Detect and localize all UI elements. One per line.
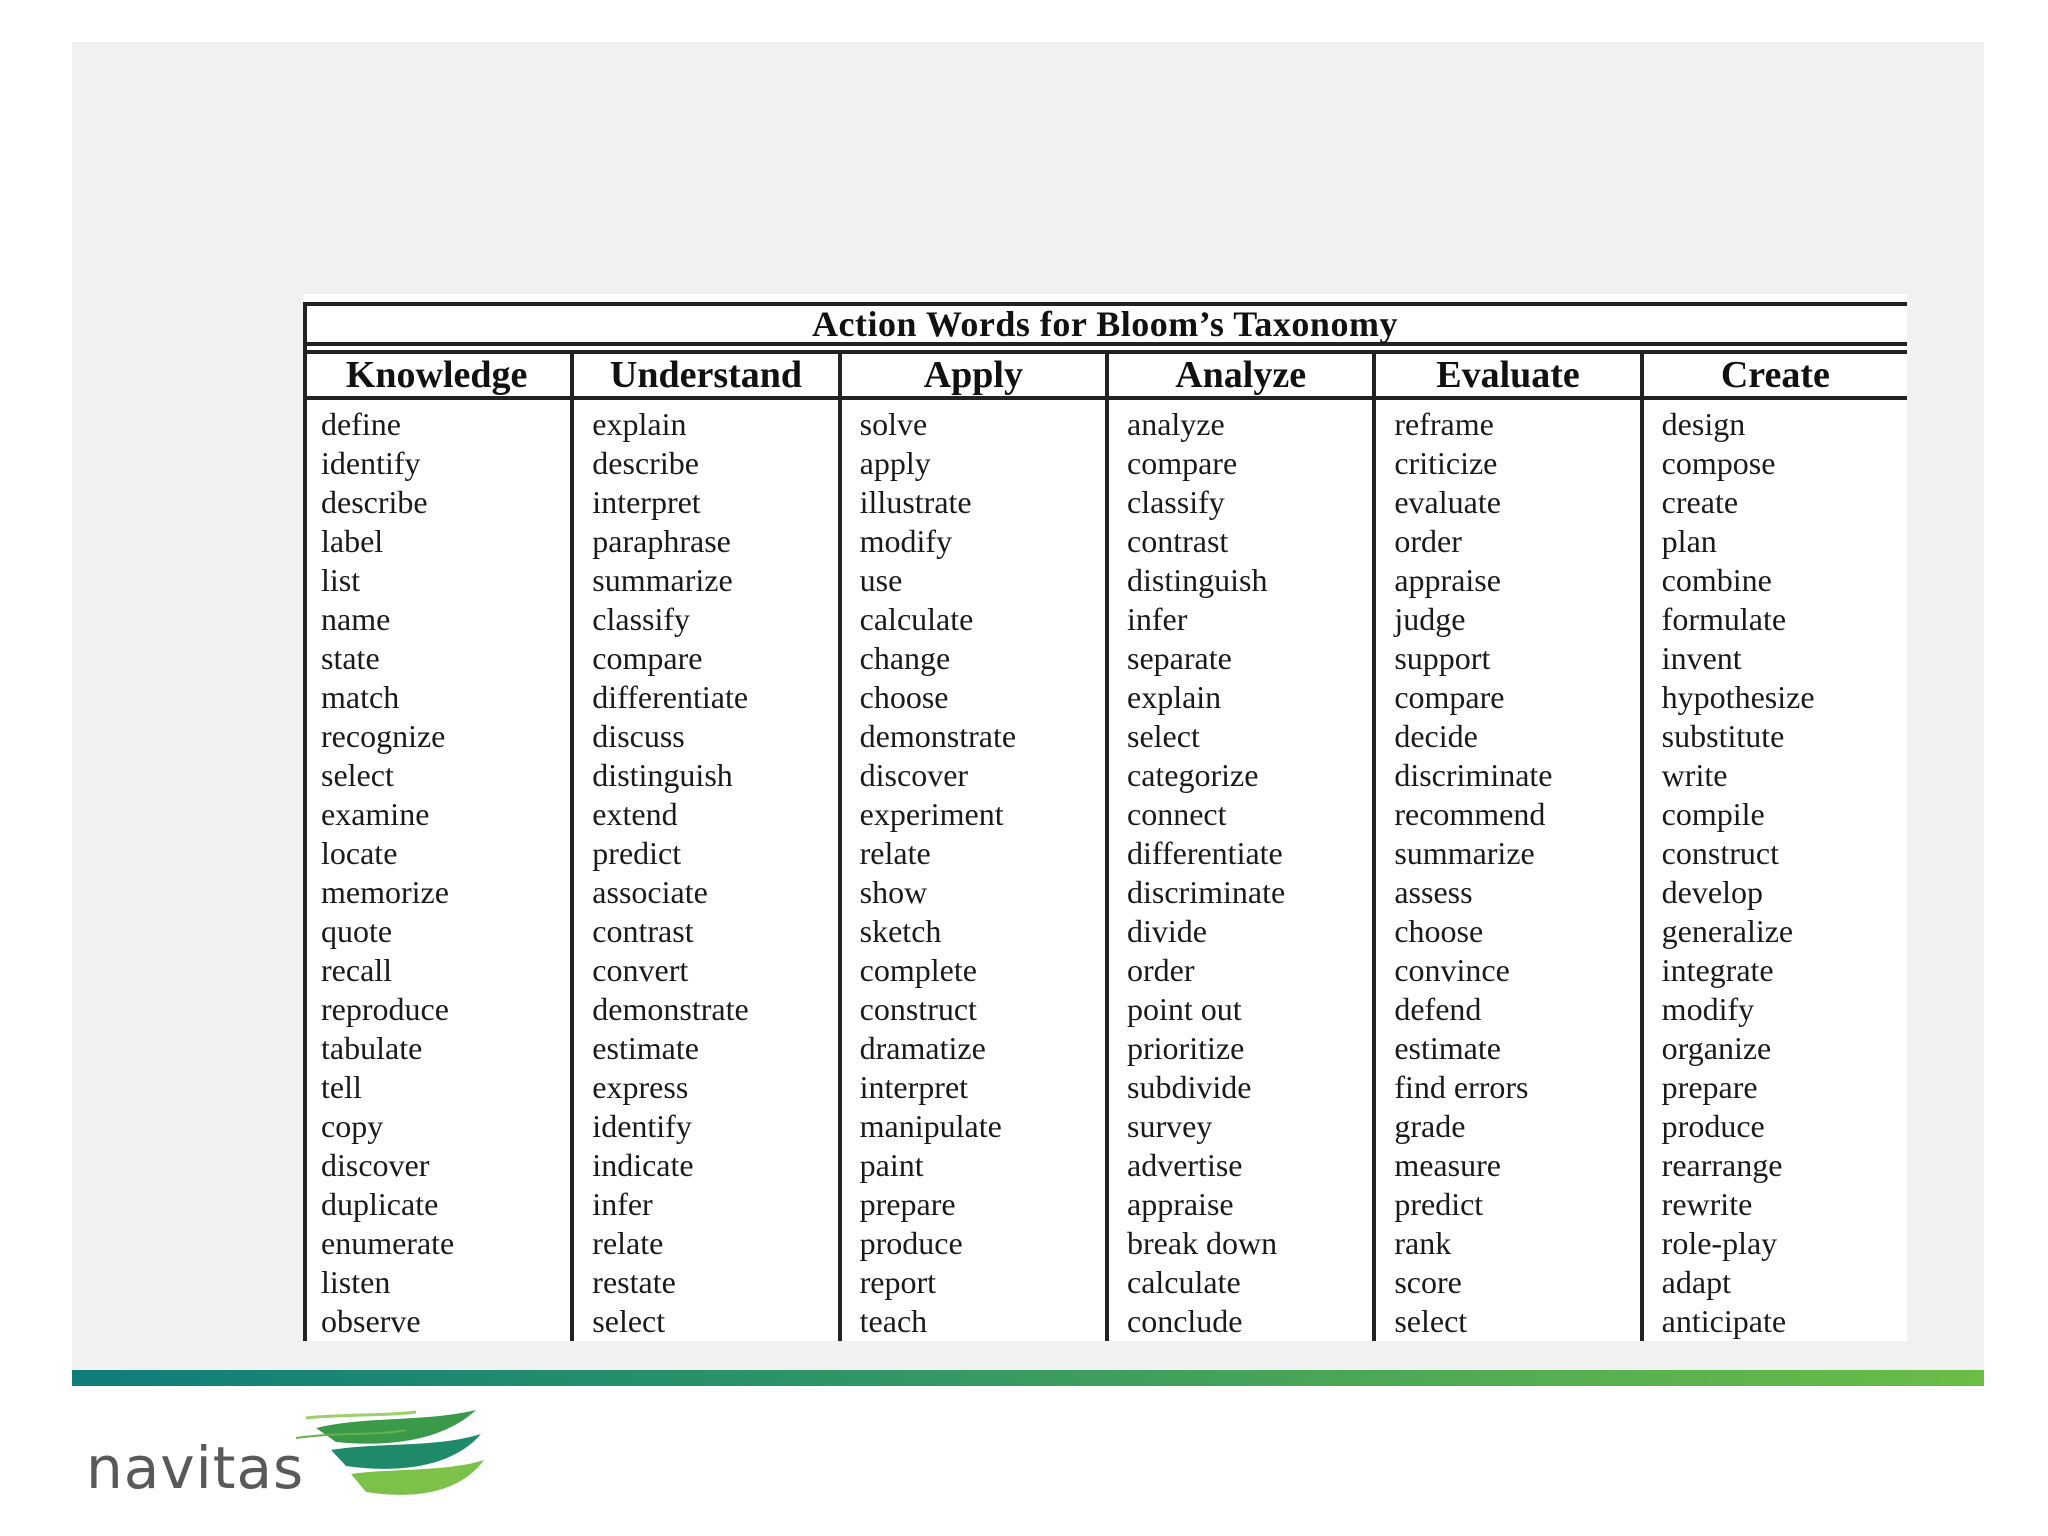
action-word: explain <box>1126 679 1222 715</box>
action-word: compare <box>592 640 703 676</box>
action-word: discriminate <box>1126 874 1286 910</box>
action-word: summarize <box>1394 835 1535 871</box>
table-title-text: Action Words for Bloom’s Taxonomy <box>812 304 1398 344</box>
action-word: extend <box>592 796 678 832</box>
action-word: grade <box>1394 1108 1466 1144</box>
action-word: organize <box>1661 1030 1772 1066</box>
action-word: listen <box>321 1264 391 1300</box>
action-word: dramatize <box>859 1030 986 1066</box>
action-word: define <box>321 406 401 442</box>
action-word: compose <box>1661 445 1776 481</box>
action-word: integrate <box>1661 952 1774 988</box>
action-word: predict <box>592 835 682 871</box>
action-word: contrast <box>1126 523 1229 559</box>
action-word: break down <box>1126 1225 1278 1261</box>
action-word: copy <box>321 1108 384 1144</box>
action-word: classify <box>592 601 691 637</box>
action-word: match <box>321 679 400 715</box>
action-word: design <box>1661 406 1746 442</box>
action-word: plan <box>1661 523 1717 559</box>
action-word: connect <box>1126 796 1227 832</box>
word-list <box>1644 400 1907 1341</box>
action-word: rewrite <box>1661 1186 1753 1222</box>
action-word: prepare <box>859 1186 956 1222</box>
column-analyze <box>1105 350 1372 1341</box>
action-word: discover <box>321 1147 430 1183</box>
action-word: state <box>321 640 380 676</box>
action-word: predict <box>1394 1186 1484 1222</box>
action-word: infer <box>1126 601 1188 637</box>
action-word: label <box>321 523 384 559</box>
action-word: support <box>1394 640 1491 676</box>
action-word: assess <box>1394 874 1473 910</box>
column-heading: Apply <box>842 350 1105 400</box>
action-word: describe <box>321 484 428 520</box>
action-word: prioritize <box>1126 1030 1245 1066</box>
action-word: order <box>1126 952 1195 988</box>
column-heading: Understand <box>574 350 837 400</box>
action-word: survey <box>1126 1108 1213 1144</box>
word-list <box>574 400 837 1341</box>
action-word: teach <box>859 1303 928 1339</box>
action-word: identify <box>321 445 421 481</box>
action-word: manipulate <box>859 1108 1002 1144</box>
action-word: discriminate <box>1394 757 1553 793</box>
table-title <box>303 302 1907 346</box>
column-heading: Analyze <box>1109 350 1372 400</box>
action-word: score <box>1394 1264 1462 1300</box>
action-word: distinguish <box>1126 562 1268 598</box>
column-heading: Create <box>1644 350 1907 400</box>
action-word: reproduce <box>321 991 449 1027</box>
action-word: decide <box>1394 718 1478 754</box>
action-word: develop <box>1661 874 1763 910</box>
action-word: recall <box>321 952 393 988</box>
action-word: enumerate <box>321 1225 455 1261</box>
word-list <box>1376 400 1639 1341</box>
column-understand <box>570 350 837 1341</box>
action-word: relate <box>592 1225 664 1261</box>
column-heading: Evaluate <box>1376 350 1639 400</box>
action-word: write <box>1661 757 1728 793</box>
action-word: change <box>859 640 951 676</box>
action-word: locate <box>321 835 398 871</box>
action-word: solve <box>859 406 928 442</box>
action-word: combine <box>1661 562 1772 598</box>
action-word: infer <box>592 1186 653 1222</box>
action-word: explain <box>592 406 687 442</box>
action-word: convince <box>1394 952 1510 988</box>
action-word: measure <box>1394 1147 1501 1183</box>
action-word: prepare <box>1661 1069 1758 1105</box>
column-evaluate <box>1372 350 1639 1341</box>
action-word: select <box>1126 718 1200 754</box>
action-word: interpret <box>592 484 701 520</box>
action-word: divide <box>1126 913 1207 949</box>
brand-gradient-bar <box>72 1370 1984 1386</box>
action-word: show <box>859 874 928 910</box>
action-word: name <box>321 601 391 637</box>
action-word: conclude <box>1126 1303 1243 1339</box>
action-word: discuss <box>592 718 685 754</box>
action-word: construct <box>1661 835 1779 871</box>
action-word: convert <box>592 952 689 988</box>
action-word: interpret <box>859 1069 969 1105</box>
action-word: modify <box>859 523 953 559</box>
action-word: role-play <box>1661 1225 1778 1261</box>
action-word: differentiate <box>1126 835 1283 871</box>
action-word: paint <box>859 1147 924 1183</box>
action-word: apply <box>859 445 931 481</box>
action-word: list <box>321 562 361 598</box>
action-word: paraphrase <box>592 523 731 559</box>
action-word: demonstrate <box>859 718 1017 754</box>
action-word: illustrate <box>859 484 972 520</box>
action-word: classify <box>1126 484 1225 520</box>
action-word: order <box>1394 523 1462 559</box>
action-word: subdivide <box>1126 1069 1252 1105</box>
word-list <box>303 400 570 1341</box>
word-list <box>1109 400 1372 1341</box>
action-word: identify <box>592 1108 692 1144</box>
table-columns <box>303 350 1907 1341</box>
action-word: defend <box>1394 991 1482 1027</box>
action-word: choose <box>859 679 949 715</box>
action-word: select <box>1394 1303 1468 1339</box>
action-word: select <box>592 1303 666 1339</box>
slide-content-area <box>72 42 1984 1370</box>
action-word: tabulate <box>321 1030 423 1066</box>
action-word: estimate <box>592 1030 699 1066</box>
action-word: produce <box>1661 1108 1765 1144</box>
action-word: invent <box>1661 640 1742 676</box>
action-word: discover <box>859 757 969 793</box>
action-word: contrast <box>592 913 694 949</box>
action-word: anticipate <box>1661 1303 1787 1339</box>
action-word: create <box>1661 484 1739 520</box>
action-word: judge <box>1394 601 1466 637</box>
action-word: sketch <box>859 913 942 949</box>
action-word: appraise <box>1126 1186 1234 1222</box>
action-word: experiment <box>859 796 1004 832</box>
action-word: calculate <box>1126 1264 1241 1300</box>
action-word: recommend <box>1394 796 1546 832</box>
action-word: express <box>592 1069 689 1105</box>
action-word: calculate <box>859 601 974 637</box>
action-word: hypothesize <box>1661 679 1815 715</box>
action-word: examine <box>321 796 430 832</box>
action-word: compile <box>1661 796 1765 832</box>
action-word: categorize <box>1126 757 1259 793</box>
action-word: produce <box>859 1225 963 1261</box>
action-word: advertise <box>1126 1147 1243 1183</box>
column-apply <box>838 350 1105 1341</box>
column-heading: Knowledge <box>303 350 570 400</box>
action-word: select <box>321 757 394 793</box>
action-word: observe <box>321 1303 421 1339</box>
action-word: find errors <box>1394 1069 1529 1105</box>
action-word: substitute <box>1661 718 1785 754</box>
action-word: duplicate <box>321 1186 439 1222</box>
swoosh-icon <box>276 1408 496 1518</box>
action-word: rank <box>1394 1225 1452 1261</box>
action-word: use <box>859 562 903 598</box>
action-word: separate <box>1126 640 1232 676</box>
action-word: complete <box>859 952 977 988</box>
action-word: evaluate <box>1394 484 1501 520</box>
action-word: restate <box>592 1264 676 1300</box>
action-word: choose <box>1394 913 1484 949</box>
action-word: differentiate <box>592 679 749 715</box>
action-word: tell <box>321 1069 362 1105</box>
action-word: compare <box>1126 445 1238 481</box>
action-word: describe <box>592 445 699 481</box>
action-word: criticize <box>1394 445 1498 481</box>
action-word: appraise <box>1394 562 1501 598</box>
action-word: compare <box>1394 679 1505 715</box>
action-word: formulate <box>1661 601 1787 637</box>
action-word: adapt <box>1661 1264 1731 1300</box>
action-word: recognize <box>321 718 446 754</box>
action-word: relate <box>859 835 931 871</box>
navitas-logo <box>86 1408 416 1518</box>
action-word: quote <box>321 913 393 949</box>
action-word: modify <box>1661 991 1755 1027</box>
action-word: summarize <box>592 562 733 598</box>
action-word: memorize <box>321 874 449 910</box>
action-word: point out <box>1126 991 1242 1027</box>
action-word: construct <box>859 991 977 1027</box>
column-create <box>1640 350 1907 1341</box>
logo-wordmark: navitas <box>86 1434 305 1502</box>
action-word: demonstrate <box>592 991 749 1027</box>
action-word: reframe <box>1394 406 1494 442</box>
blooms-taxonomy-table <box>303 294 1907 1341</box>
action-word: report <box>859 1264 937 1300</box>
action-word: associate <box>592 874 708 910</box>
action-word: distinguish <box>592 757 733 793</box>
column-knowledge <box>303 350 570 1341</box>
action-word: estimate <box>1394 1030 1501 1066</box>
word-list <box>842 400 1105 1341</box>
action-word: generalize <box>1661 913 1794 949</box>
action-word: rearrange <box>1661 1147 1783 1183</box>
action-word: analyze <box>1126 406 1225 442</box>
action-word: indicate <box>592 1147 694 1183</box>
